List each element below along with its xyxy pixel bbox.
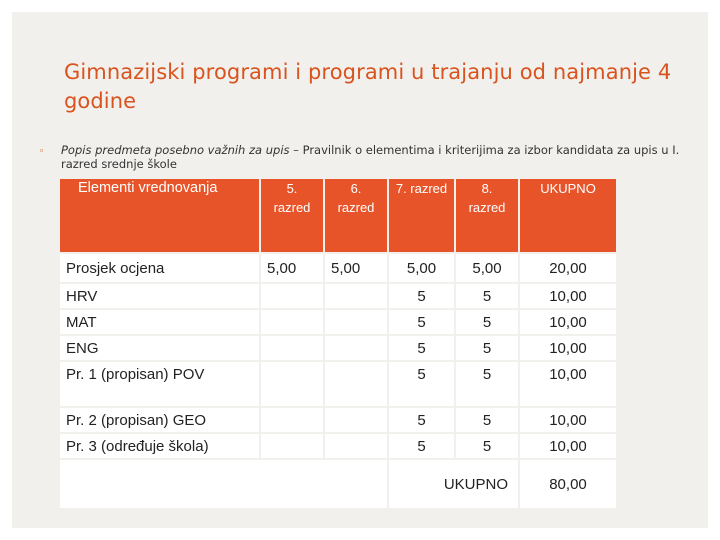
table-cell (324, 283, 388, 309)
table-cell: 10,00 (519, 335, 617, 361)
table-cell: 5 (388, 407, 455, 433)
bullet-text-normal: Pravilnik o elementima i kriterijima za izbor kandidata za upis u I. razred srednje škole (61, 143, 680, 171)
table-cell: 5 (388, 309, 455, 335)
table-cell: 10,00 (519, 283, 617, 309)
table-cell: 5 (388, 433, 455, 459)
table-cell: 10,00 (519, 361, 617, 407)
table-cell: 5 (455, 283, 519, 309)
table-cell: 5 (455, 407, 519, 433)
table-cell: 10,00 (519, 433, 617, 459)
table-cell: 5,00 (455, 253, 519, 283)
row-label: Pr. 3 (određuje škola) (59, 433, 260, 459)
table-cell: 5 (455, 361, 519, 407)
table-cell: 5 (388, 361, 455, 407)
table-cell (324, 335, 388, 361)
header-cell: 7. razred (388, 178, 455, 253)
table-header-row (59, 178, 617, 253)
bullet-text (61, 143, 681, 171)
table-cell: 5,00 (260, 253, 324, 283)
header-cell: UKUPNO (519, 178, 617, 253)
bullet-text-italic: Popis predmeta posebno važnih za upis – (61, 143, 303, 157)
table-cell (260, 283, 324, 309)
table-row (59, 335, 617, 361)
table-row (59, 433, 617, 459)
total-value: 80,00 (519, 459, 617, 509)
slide-title: Gimnazijski programi i programi u trajanju od najmanje 4 godine (64, 60, 672, 113)
row-label: Pr. 2 (propisan) GEO (59, 407, 260, 433)
table-row (59, 253, 617, 283)
table-cell: 5 (455, 335, 519, 361)
table-cell (59, 459, 388, 509)
table-row (59, 361, 617, 407)
table-cell: 5,00 (388, 253, 455, 283)
table-cell (260, 335, 324, 361)
table-total-row (59, 459, 617, 509)
table-cell: 10,00 (519, 407, 617, 433)
row-label: Prosjek ocjena (59, 253, 260, 283)
table-cell: 20,00 (519, 253, 617, 283)
row-label: Pr. 1 (propisan) POV (59, 361, 260, 407)
table-cell (324, 309, 388, 335)
row-label: HRV (59, 283, 260, 309)
header-cell: Elementi vrednovanja (59, 178, 260, 253)
table-cell: 5 (388, 283, 455, 309)
header-cell: 5. razred (260, 178, 324, 253)
total-label: UKUPNO (388, 459, 519, 509)
header-cell: 6. razred (324, 178, 388, 253)
grades-table (58, 177, 618, 510)
bullet-icon: ▫ (40, 145, 44, 155)
table-cell (260, 407, 324, 433)
table-cell (260, 433, 324, 459)
table-cell: 5 (455, 309, 519, 335)
row-label: ENG (59, 335, 260, 361)
table-row (59, 309, 617, 335)
table-cell: 5 (388, 335, 455, 361)
table-row (59, 407, 617, 433)
table-cell (260, 309, 324, 335)
table-cell (324, 433, 388, 459)
header-cell: 8. razred (455, 178, 519, 253)
table-row (59, 283, 617, 309)
table-cell (260, 361, 324, 407)
table-cell (324, 407, 388, 433)
table-cell: 5,00 (324, 253, 388, 283)
table-cell: 10,00 (519, 309, 617, 335)
table-cell: 5 (455, 433, 519, 459)
table-cell (324, 361, 388, 407)
row-label: MAT (59, 309, 260, 335)
